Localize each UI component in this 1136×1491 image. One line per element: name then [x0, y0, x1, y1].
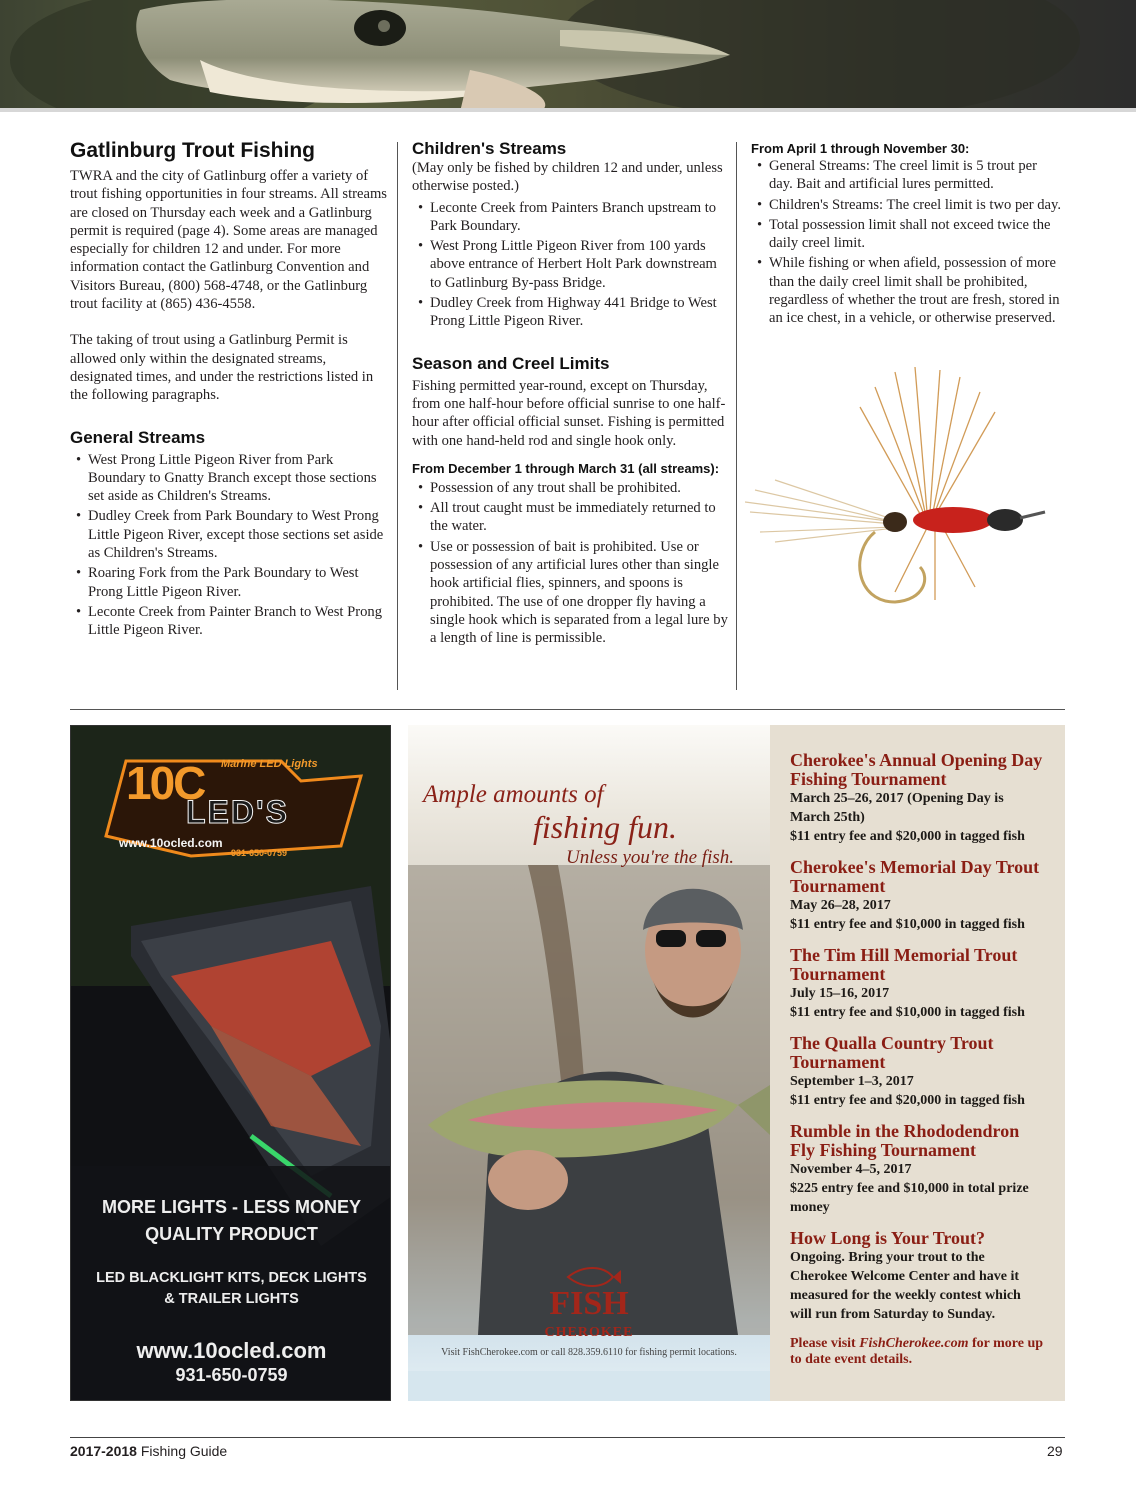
led-website-link[interactable]: www.10ocled.com — [136, 1338, 327, 1363]
list-item: • General Streams: The creel limit is 5 trout per day. Bait and artificial lures permitted. — [751, 157, 1061, 194]
summer-heading: From April 1 through November 30: — [751, 141, 970, 156]
season-heading: Season and Creel Limits — [412, 353, 610, 373]
intro-paragraph: TWRA and the city of Gatlinburg offer a variety of trout fishing opportunities in four streams. All streams are closed on Thursday each week and a Gatlinburg permit is required (page 4). Some areas are managed especially for children 12 and under. For more information contact the Gatlinburg Convention and Visitors Bureau, (800) 568-4748, or the Gatlinburg trout facility at (865) 436-4558. — [70, 168, 387, 313]
list-item: • Possession of any trout shall be prohibited. — [412, 479, 730, 497]
event-title: Cherokee's Memorial Day Trout Tournament — [790, 857, 1040, 896]
season-paragraph: Fishing permitted year-round, except on Thursday, from one half-hour before official sunrise to one half-hour after official official sunset. Fishing is permitted with one hand-held rod and single hook only. — [412, 377, 726, 449]
event-item — [790, 946, 1045, 1022]
summer-rules-list — [751, 157, 1061, 328]
visit-prefix: Please visit — [790, 1336, 860, 1351]
led-logo-top: Marine LED Lights — [221, 758, 318, 770]
event-detail: $11 entry fee and $10,000 in tagged fish — [790, 1005, 1025, 1020]
event-detail: $11 entry fee and $10,000 in tagged fish — [790, 917, 1025, 932]
event-item — [790, 858, 1045, 934]
fish-headline-1: Ample amounts of — [423, 781, 604, 808]
trout-photo-illustration — [0, 0, 1136, 112]
event-item — [790, 1122, 1045, 1217]
column-divider — [736, 142, 737, 690]
footer-label — [70, 1443, 227, 1459]
column-3 — [751, 140, 1061, 330]
winter-rules-list — [412, 479, 730, 648]
led-advertisement[interactable] — [70, 725, 391, 1401]
footer-year: 2017-2018 — [70, 1443, 137, 1459]
event-title: Rumble in the Rhododendron Fly Fishing Tournament — [790, 1121, 1020, 1160]
event-detail: May 26–28, 2017 — [790, 898, 891, 913]
event-item — [790, 1229, 1045, 1324]
hero-photo — [0, 0, 1136, 112]
led-phone: 931-650-0759 — [175, 1365, 288, 1385]
general-streams-list — [70, 451, 388, 640]
led-logo-sub: LED'S — [186, 794, 289, 830]
event-detail: $225 entry fee and $10,000 in total prize money — [790, 1181, 1029, 1215]
list-item: • Children's Streams: The creel limit is two per day. — [751, 196, 1061, 214]
list-item: • Roaring Fork from the Park Boundary to West Prong Little Pigeon River. — [70, 564, 388, 601]
fish-cherokee-advertisement[interactable] — [408, 725, 770, 1401]
column-1 — [70, 138, 388, 642]
column-divider — [397, 142, 398, 690]
event-title: How Long is Your Trout? — [790, 1228, 986, 1248]
list-item: • Dudley Creek from Park Boundary to West Prong Little Pigeon River, except those sections set aside as Children's Streams. — [70, 507, 388, 562]
fish-logo-name: FISH — [549, 1285, 629, 1322]
event-item — [790, 751, 1045, 846]
footer-divider — [70, 1437, 1065, 1438]
events-panel — [770, 725, 1065, 1401]
event-item — [790, 1034, 1045, 1110]
event-detail: July 15–16, 2017 — [790, 986, 890, 1001]
led-products-1: LED BLACKLIGHT KITS, DECK LIGHTS — [96, 1270, 367, 1286]
led-logo-phone: 931-650-0759 — [231, 848, 288, 858]
fishcherokee-link[interactable]: FishCherokee.com — [859, 1336, 969, 1351]
fish-headline-3: Unless you're the fish. — [566, 847, 735, 868]
led-logo-url: www.10ocled.com — [119, 836, 223, 850]
winter-heading: From December 1 through March 31 (all streams): — [412, 460, 720, 476]
fish-headline-2: fishing fun. — [533, 809, 678, 845]
childrens-streams-note: (May only be fished by children 12 and under, unless otherwise posted.) — [412, 160, 723, 195]
fish-logo-subname: CHEROKEE — [544, 1325, 634, 1340]
event-title: The Qualla Country Trout Tournament — [790, 1033, 994, 1072]
event-detail: September 1–3, 2017 — [790, 1074, 914, 1089]
event-title: Cherokee's Annual Opening Day Fishing Tournament — [790, 750, 1043, 789]
childrens-streams-list — [412, 199, 730, 331]
list-item: • Leconte Creek from Painters Branch upstream to Park Boundary. — [412, 199, 730, 236]
general-streams-heading: General Streams — [70, 427, 206, 447]
events-visit-note — [790, 1336, 1045, 1368]
event-detail: March 25–26, 2017 (Opening Day is March 25th) — [790, 791, 1004, 825]
event-detail: $11 entry fee and $20,000 in tagged fish — [790, 829, 1025, 844]
list-item: • West Prong Little Pigeon River from 100 yards above entrance of Herbert Holt Park downstream to Gatlinburg By-pass Bridge. — [412, 237, 730, 292]
led-tagline-1: MORE LIGHTS - LESS MONEY — [101, 1197, 361, 1217]
visit-suffix: for more up to date event details. — [790, 1336, 1044, 1367]
event-detail: $11 entry fee and $20,000 in tagged fish — [790, 1093, 1025, 1108]
list-item: • Leconte Creek from Painter Branch to West Prong Little Pigeon River. — [70, 603, 388, 640]
led-products-2: & TRAILER LIGHTS — [164, 1291, 299, 1307]
led-tagline-2: QUALITY PRODUCT — [145, 1224, 318, 1244]
list-item: • West Prong Little Pigeon River from Park Boundary to Gnatty Branch except those sections set aside as Children's Streams. — [70, 451, 388, 506]
section-divider — [70, 709, 1065, 710]
column-2 — [412, 138, 730, 650]
footer-guide-name: Fishing Guide — [136, 1443, 228, 1459]
event-title: The Tim Hill Memorial Trout Tournament — [790, 945, 1018, 984]
list-item: • Total possession limit shall not exceed twice the daily creel limit. — [751, 216, 1061, 253]
list-item: • Use or possession of bait is prohibited. Use or possession of any artificial lures other than single hook artificial flies, spinners, and spoons is prohibited. The use of one dropper fly having a single hook which is separated from a legal lure by a length of line is permissible. — [412, 538, 730, 648]
article-title: Gatlinburg Trout Fishing — [70, 139, 315, 162]
childrens-streams-heading: Children's Streams — [412, 139, 567, 158]
list-item: • Dudley Creek from Highway 441 Bridge to West Prong Little Pigeon River. — [412, 294, 730, 331]
led-logo-main: 10C — [126, 757, 205, 809]
fly-lure-illustration — [745, 362, 1095, 612]
list-item: • While fishing or when afield, possession of more than the daily creel limit shall be prohibited, regardless of whether the trout are fresh, stored in an ice chest, in a vehicle, or otherwise preserved. — [751, 254, 1061, 327]
event-detail: November 4–5, 2017 — [790, 1162, 912, 1177]
permit-paragraph: The taking of trout using a Gatlinburg Permit is allowed only within the designated streams, designated times, and under the restrictions listed in the following paragraphs. — [70, 332, 374, 404]
page-number: 29 — [1047, 1443, 1063, 1459]
event-detail: Ongoing. Bring your trout to the Cherokee Welcome Center and have it measured for the weekly contest which will run from Saturday to Sunday. — [790, 1250, 1021, 1322]
list-item: • All trout caught must be immediately returned to the water. — [412, 499, 730, 536]
fish-footer-text: Visit FishCherokee.com or call 828.359.6110 for fishing permit locations. — [441, 1347, 737, 1358]
